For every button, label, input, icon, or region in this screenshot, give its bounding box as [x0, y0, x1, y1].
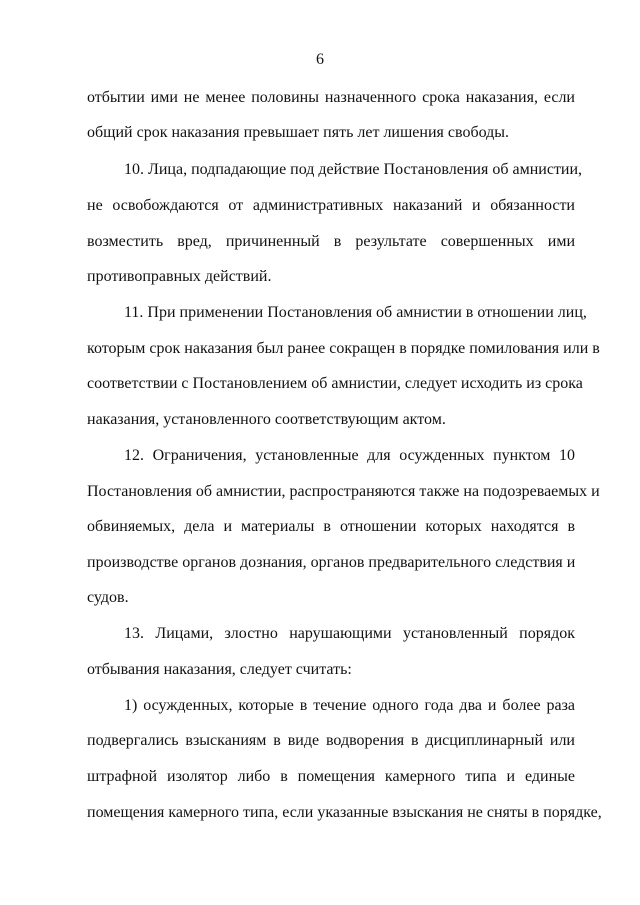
text-line-11: 12. Ограничения, установленные для осужденных пунктом 10 — [124, 447, 575, 464]
text-line-8: которым срок наказания был ранее сокращен в порядке помилования или в — [87, 340, 600, 357]
text-line-1: отбытии ими не менее половины назначенного срока наказания, если — [87, 89, 575, 106]
text-line-3: 10. Лица, подпадающие под действие Постановления об амнистии, — [124, 161, 583, 178]
text-line-9: соответствии с Постановлением об амнистии, следует исходить из срока — [87, 375, 583, 392]
text-line-2: общий срок наказания превышает пять лет лишения свободы. — [87, 124, 510, 141]
text-line-7: 11. При применении Постановления об амнистии в отношении лиц, — [124, 304, 587, 321]
text-line-19: подвергались взысканиям в виде водворения в дисциплинарный или — [87, 732, 575, 749]
text-line-14: производстве органов дознания, органов предварительного следствия и — [87, 554, 576, 571]
text-line-13: обвиняемых, дела и материалы в отношении которых находятся в — [87, 518, 575, 535]
text-line-6: противоправных действий. — [87, 268, 272, 285]
text-line-20: штрафной изолятор либо в помещения камерного типа и единые — [87, 768, 575, 785]
text-line-21: помещения камерного типа, если указанные взыскания не сняты в порядке, — [87, 804, 602, 821]
text-line-15: судов. — [87, 589, 129, 606]
text-line-5: возместить вред, причиненный в результате совершенных ими — [87, 233, 575, 250]
text-line-4: не освобождаются от административных наказаний и обязанности — [87, 197, 575, 214]
text-line-10: наказания, установленного соответствующим актом. — [87, 411, 446, 428]
text-line-12: Постановления об амнистии, распространяются также на подозреваемых и — [87, 483, 600, 500]
text-line-17: отбывания наказания, следует считать: — [87, 661, 352, 678]
text-line-18: 1) осужденных, которые в течение одного года два и более раза — [124, 697, 575, 714]
page-number: 6 — [316, 51, 324, 68]
text-line-16: 13. Лицами, злостно нарушающими установленный порядок — [124, 625, 575, 642]
